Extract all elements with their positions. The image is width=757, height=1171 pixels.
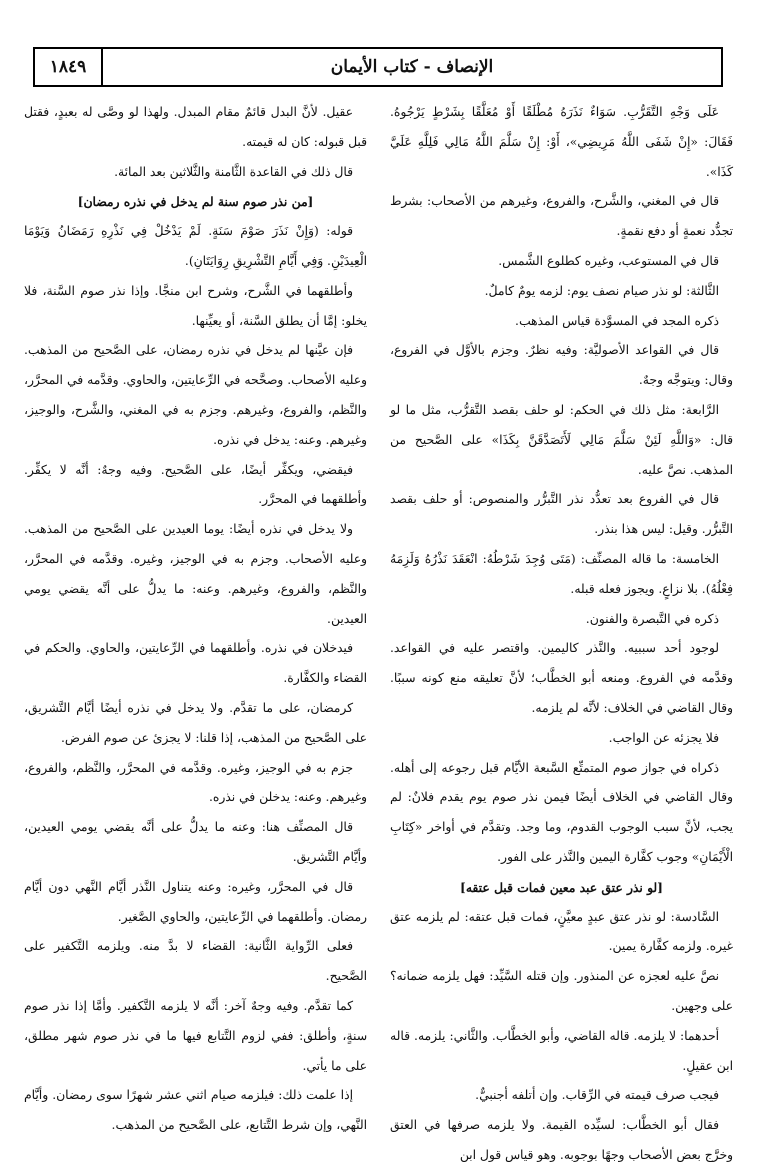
left-text-column (24, 98, 367, 1133)
section-heading: [من نذر صوم سنة لم يدخل في نذره رمضان] (77, 194, 314, 210)
paragraph: ذكراه في جواز صوم المتمتِّع السَّبعة الأيَّام قبل رجوعه إلى أهله. وقال القاضي في الخلاف أيضًا فيمن نذر صوم يوم يقدم فلانٌ: لم يجب، لأنَّ سبب الوجوب القدوم، وما وجد. وتقدَّم في أواخر «كِتَابِ الْأَيْمَانِ» وجوب كفَّارة اليمين والنَّذر على الفور. (390, 760, 733, 864)
paragraph: ذكره في التَّبصرة والفنون. (585, 611, 719, 626)
paragraph: قال في المحرَّر، وغيره: وعنه يتناول النَّذر أيَّام النَّهي دون أيَّام رمضان. وأطلقهما في الرِّعايتين، والحاوي الصَّغير. (24, 879, 367, 924)
section-heading: [لو نذر عتق عبد معين فمات قبل عتقه] (460, 879, 663, 895)
paragraph: قال ذلك في القاعدة الثَّامنة والثَّلاثين بعد المائة. (114, 164, 353, 179)
paragraph: قال في القواعد الأصوليَّة: وفيه نظرٌ. وجزم بالأوَّل في الفروع، وقال: ويتوجَّه وجهٌ. (390, 343, 733, 388)
paragraph: قال المصنِّف هنا: وعنه ما يدلُّ على أنَّه يقضي يومي العيدين، وأيَّام التَّشريق. (24, 820, 367, 864)
paragraph: قال في المغني، والشَّرح، والفروع، وغيرهم من الأصحاب: بشرط تجدُّد نعمةٍ أو دفع نقمةٍ. (390, 194, 733, 239)
paragraph: أحدهما: لا يلزمه. قاله القاضي، وأبو الخطَّاب. والثَّاني: يلزمه. قاله ابن عقيلٍ. (390, 1028, 733, 1073)
paragraph: عَلَى وَجْهِ التَّقَرُّبِ. سَوَاءٌ نَذَرَهُ مُطْلَقًا أَوْ مُعَلَّقًا بِشَرْطٍ يَرْجُوهُ. فَقَالَ: «إِنْ شَفَى اللَّهُ مَرِيضِي»، أَوْ: إِنْ سَلَّمَ اللَّهُ مَالِي فَلِلَّهِ عَلَيَّ كَذَا». (390, 105, 733, 179)
paragraph: الثَّالثة: لو نذر صيام نصف يوم: لزمه يومٌ كاملٌ. (484, 283, 719, 298)
paragraph: كما تقدَّم. وفيه وجهٌ آخر: أنَّه لا يلزمه التَّكفير. وأمَّا إذا نذر صوم سنةٍ، وأطلق: ففي لزوم التَّتابع فيها ما في نذر صوم شهر مطلق، على ما يأتي. (24, 998, 367, 1073)
paragraph: قال في الفروع بعد تعدُّد نذر التَّبرُّر والمنصوص: أو حلف بقصد التَّبرُّر. وقيل: ليس هذا بنذر. (390, 492, 733, 537)
page-header (33, 47, 723, 87)
paragraph: إذا علمت ذلك: فيلزمه صيام اثني عشر شهرًا سوى رمضان. وأيَّام النَّهي، وإن شرط التَّتابع، على الصَّحيح من المذهب. (24, 1088, 367, 1133)
paragraph: وأطلقهما في الشَّرح، وشرح ابن منجَّا. وإذا نذر صوم السَّنة، فلا يخلو: إمَّا أن يطلق السَّنة، أو يعيِّنها. (24, 283, 367, 328)
paragraph: فقال أبو الخطَّاب: لسيِّده القيمة. ولا يلزمه صرفها في العتق وخرَّج بعض الأصحاب وجهًا بوجوبه. وهو قياس قول ابن (390, 1118, 733, 1162)
paragraph: ولا يدخل في نذره أيضًا: يوما العيدين على الصَّحيح من المذهب. وعليه الأصحاب. وجزم به في الوجيز، وغيره. وقدَّمه في المحرَّر، والنَّظم، والفروع، وغيرهم. وعنه: ما يدلُّ على أنَّه يقضي يومي العيدين. (24, 522, 367, 626)
paragraph: فإن عيَّنها لم يدخل في نذره رمضان، على الصَّحيح من المذهب. وعليه الأصحاب. وصحَّحه في الرِّعايتين، والحاوي. وقدَّمه في المحرَّر، والنَّظم، والفروع، وغيرهم. وجزم به في المغني، والشَّرح، والوجيز، وغيرهم. وعنه: يدخل في نذره. (24, 343, 367, 447)
paragraph: فيقضي، ويكفِّر أيضًا، على الصَّحيح. وفيه وجهٌ: أنَّه لا يكفِّر. وأطلقهما في المحرَّر. (24, 462, 367, 507)
paragraph: قال في المستوعب، وغيره كطلوع الشَّمس. (498, 253, 719, 268)
paragraph: جزم به في الوجيز، وغيره. وقدَّمه في المحرَّر، والنَّظم، والفروع، وغيرهم. وعنه: يدخلن في نذره. (24, 760, 367, 805)
paragraph: عقيل. لأنَّ البدل قائمٌ مقام المبدل. ولهذا لو وصَّى له بعبدٍ، فقتل قبل قبوله: كان له قيمته. (24, 105, 367, 149)
paragraph: الخامسة: ما قاله المصنِّف: (مَتَى وُجِدَ شَرْطُهُ: انْعَقَدَ نَذْرُهُ وَلَزِمَهُ فِعْلُهُ). بلا نزاعٍ. ويجوز فعله قبله. (390, 551, 733, 596)
running-title: الإنصاف - كتاب الأيمان (330, 57, 494, 77)
paragraph: قوله: (وَإِنْ نَذَرَ صَوْمَ سَنَةٍ. لَمْ يَدْخُلْ فِي نَذْرِهِ رَمَضَانُ وَيَوْمَا الْعِيدَيْنِ. وَفِي أَيَّامِ التَّشْرِيقِ رِوَايَتَانِ). (24, 224, 367, 268)
page-number: ١٨٤٩ (35, 49, 103, 85)
paragraph: كرمضان، على ما تقدَّم. ولا يدخل في نذره أيضًا أيَّام التَّشريق، على الصَّحيح من المذهب، إذا قلنا: لا يجزئ عن صوم الفرض. (24, 700, 367, 745)
paragraph: فيجب صرف قيمته في الرِّقاب. وإن أتلفه أجنبيٌّ. (475, 1088, 719, 1103)
paragraph: الرَّابعة: مثل ذلك في الحكم: لو حلف بقصد التَّقرُّب، مثل ما لو قال: «وَاللَّهِ لَئِنْ سَلَّمَ مَالِي لَأَتَصَدَّقَنَّ بِكَذَا» على الصَّحيح من المذهب. نصَّ عليه. (390, 402, 733, 477)
right-text-column (390, 98, 733, 1162)
paragraph: ذكره المجد في المسوَّدة قياس المذهب. (515, 313, 719, 328)
paragraph: السَّادسة: لو نذر عتق عبدٍ معيَّنٍ، فمات قبل عتقه: لم يلزمه عتق غيره. ولزمه كفَّارة يمين. (390, 909, 733, 954)
paragraph: لوجود أحد سببيه. والنَّذر كاليمين. واقتصر عليه في القواعد. وقدَّمه في الفروع. ومنعه أبو الخطَّاب؛ لأنَّ تعليقه منع كونه سببًا. وقال القاضي في الخلاف: لأنَّه لم يلزمه. (390, 641, 733, 715)
paragraph: فعلى الرِّواية الثَّانية: القضاء لا بدَّ منه. ويلزمه التَّكفير على الصَّحيح. (24, 939, 367, 984)
paragraph: فلا يجزئه عن الواجب. (608, 730, 719, 745)
paragraph: فيدخلان في نذره. وأطلقهما في الرِّعايتين، والحاوي. والحكم في القضاء والكفَّارة. (24, 641, 367, 686)
paragraph: نصَّ عليه لعجزه عن المنذور. وإن قتله السَّيِّد: فهل يلزمه ضمانه؟ على وجهين. (390, 969, 733, 1013)
